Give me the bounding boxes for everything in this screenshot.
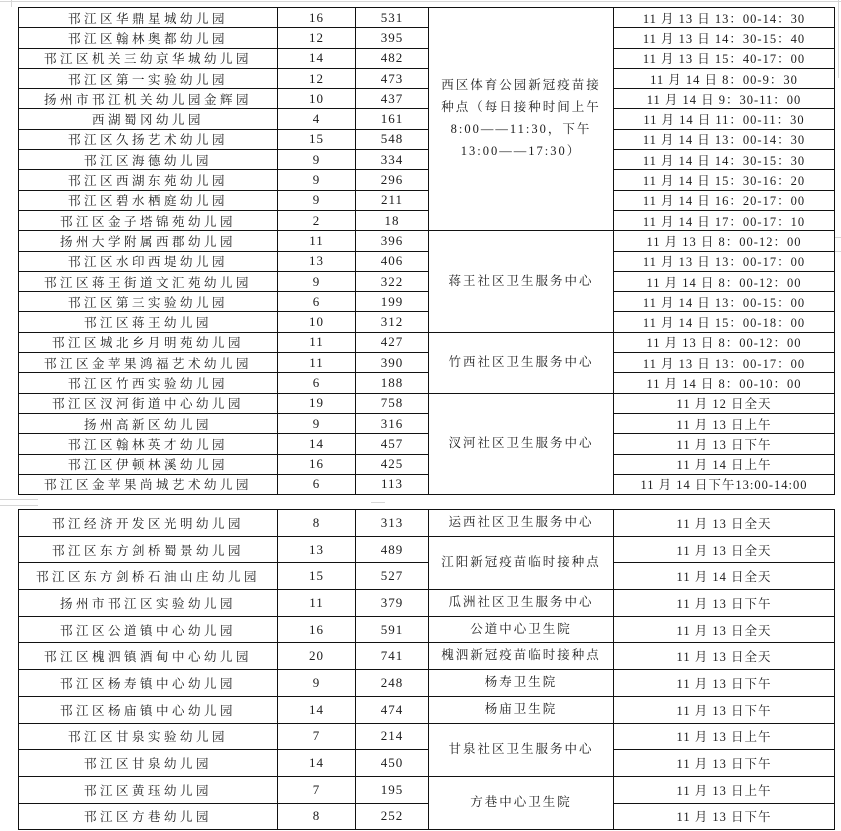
class-count-cell: 2: [278, 210, 356, 230]
time-slot-cell: 11 月 13 日 15：40-17：00: [614, 48, 835, 68]
kindergarten-name-cell: 邗江区东方剑桥石油山庄幼儿园: [19, 563, 278, 590]
table-row: [19, 454, 835, 474]
pagebreak-dash: [371, 502, 385, 503]
table-row: [19, 750, 835, 777]
vaccination-site-cell: 蒋王社区卫生服务中心: [429, 231, 614, 332]
vaccination-site-cell: 方巷中心卫生院: [429, 776, 614, 829]
child-count-cell: 457: [356, 434, 429, 454]
kindergarten-name-cell: 邗江区蒋王幼儿园: [19, 312, 278, 332]
table-row: [19, 292, 835, 312]
vaccination-site-cell: 杨寿卫生院: [429, 670, 614, 697]
child-count-cell: 482: [356, 48, 429, 68]
vaccination-site-cell: 公道中心卫生院: [429, 616, 614, 643]
child-count-cell: 113: [356, 474, 429, 494]
vaccination-site-cell: 江阳新冠疫苗临时接种点: [429, 536, 614, 589]
time-slot-cell: 11 月 14 日 15：00-18：00: [614, 312, 835, 332]
child-count-cell: 312: [356, 312, 429, 332]
child-count-cell: 161: [356, 109, 429, 129]
class-count-cell: 14: [278, 48, 356, 68]
child-count-cell: 406: [356, 251, 429, 271]
child-count-cell: 395: [356, 28, 429, 48]
pagebreak-line-1: [0, 499, 38, 500]
table-row: [19, 129, 835, 149]
class-count-cell: 6: [278, 474, 356, 494]
child-count-cell: 214: [356, 723, 429, 750]
class-count-cell: 10: [278, 312, 356, 332]
kindergarten-name-cell: 邗江区东方剑桥蜀景幼儿园: [19, 536, 278, 563]
vaccination-site-cell: 西区体育公园新冠疫苗接种点（每日接种时间上午8:00——11:30，下午 13:00——17:30）: [429, 8, 614, 231]
class-count-cell: 11: [278, 332, 356, 352]
time-slot-cell: 11 月 14 日 8：00-12：00: [614, 271, 835, 291]
time-slot-cell: 11 月 13 日下午: [614, 803, 835, 830]
time-slot-cell: 11 月 13 日下午: [614, 750, 835, 777]
child-count-cell: 248: [356, 670, 429, 697]
child-count-cell: 322: [356, 271, 429, 291]
kindergarten-name-cell: 邗江区伊顿林溪幼儿园: [19, 454, 278, 474]
kindergarten-name-cell: 邗江区翰林奥都幼儿园: [19, 28, 278, 48]
time-slot-cell: 11 月 14 日 8：00-9：30: [614, 68, 835, 88]
table-row: [19, 68, 835, 88]
pagebreak-line-2: [0, 505, 38, 506]
child-count-cell: 548: [356, 129, 429, 149]
table-row: [19, 48, 835, 68]
child-count-cell: 18: [356, 210, 429, 230]
table-row: [19, 210, 835, 230]
kindergarten-name-cell: 邗江区金苹果鸿福艺术幼儿园: [19, 353, 278, 373]
class-count-cell: 7: [278, 776, 356, 803]
table-row: [19, 536, 835, 563]
vaccination-site-cell: 竹西社区卫生服务中心: [429, 332, 614, 393]
table-row: [19, 723, 835, 750]
class-count-cell: 20: [278, 643, 356, 670]
time-slot-cell: 11 月 13 日全天: [614, 536, 835, 563]
kindergarten-name-cell: 邗江区杨庙镇中心幼儿园: [19, 696, 278, 723]
table-row: [19, 271, 835, 291]
time-slot-cell: 11 月 14 日上午: [614, 454, 835, 474]
class-count-cell: 12: [278, 28, 356, 48]
table-row: [19, 510, 835, 537]
table-body-upper: [19, 8, 835, 495]
time-slot-cell: 11 月 14 日 11：00-11：30: [614, 109, 835, 129]
vaccination-schedule-table-lower: [18, 509, 835, 830]
time-slot-cell: 11 月 13 日全天: [614, 643, 835, 670]
kindergarten-name-cell: 邗江区汊河街道中心幼儿园: [19, 393, 278, 413]
table-row: [19, 590, 835, 617]
child-count-cell: 396: [356, 231, 429, 251]
table-row: [19, 353, 835, 373]
table-row: [19, 231, 835, 251]
kindergarten-name-cell: 邗江区城北乡月明苑幼儿园: [19, 332, 278, 352]
class-count-cell: 16: [278, 8, 356, 28]
kindergarten-name-cell: 邗江区第三实验幼儿园: [19, 292, 278, 312]
kindergarten-name-cell: 西湖蜀冈幼儿园: [19, 109, 278, 129]
time-slot-cell: 11 月 14 日 8：00-10：00: [614, 373, 835, 393]
table-row: [19, 150, 835, 170]
vaccination-site-cell: 杨庙卫生院: [429, 696, 614, 723]
table-row: [19, 312, 835, 332]
child-count-cell: 474: [356, 696, 429, 723]
time-slot-cell: 11 月 14 日下午13:00-14:00: [614, 474, 835, 494]
table-row: [19, 28, 835, 48]
kindergarten-name-cell: 邗江区槐泗镇酒甸中心幼儿园: [19, 643, 278, 670]
right-edge-gridline: [838, 0, 839, 78]
time-slot-cell: 11 月 12 日全天: [614, 393, 835, 413]
table-row: [19, 89, 835, 109]
time-slot-cell: 11 月 14 日 13：00-15：00: [614, 292, 835, 312]
class-count-cell: 9: [278, 170, 356, 190]
child-count-cell: 741: [356, 643, 429, 670]
kindergarten-name-cell: 扬州市邗江区实验幼儿园: [19, 590, 278, 617]
class-count-cell: 16: [278, 616, 356, 643]
time-slot-cell: 11 月 13 日全天: [614, 616, 835, 643]
time-slot-cell: 11 月 14 日 17：00-17：10: [614, 210, 835, 230]
child-count-cell: 531: [356, 8, 429, 28]
table-body-lower: [19, 510, 835, 830]
class-count-cell: 9: [278, 413, 356, 433]
kindergarten-name-cell: 邗江区方巷幼儿园: [19, 803, 278, 830]
right-tick-2: [834, 251, 841, 252]
child-count-cell: 527: [356, 563, 429, 590]
child-count-cell: 437: [356, 89, 429, 109]
kindergarten-name-cell: 邗江区甘泉实验幼儿园: [19, 723, 278, 750]
class-count-cell: 7: [278, 723, 356, 750]
vaccination-site-cell: 瓜洲社区卫生服务中心: [429, 590, 614, 617]
class-count-cell: 15: [278, 129, 356, 149]
time-slot-cell: 11 月 14 日 9：30-11：00: [614, 89, 835, 109]
table-row: [19, 8, 835, 28]
child-count-cell: 296: [356, 170, 429, 190]
table-row: [19, 332, 835, 352]
kindergarten-name-cell: 邗江区蒋王街道文汇苑幼儿园: [19, 271, 278, 291]
child-count-cell: 473: [356, 68, 429, 88]
class-count-cell: 14: [278, 434, 356, 454]
kindergarten-name-cell: 邗江区金苹果尚城艺术幼儿园: [19, 474, 278, 494]
table-row: [19, 803, 835, 830]
kindergarten-name-cell: 邗江区竹西实验幼儿园: [19, 373, 278, 393]
kindergarten-name-cell: 邗江区杨寿镇中心幼儿园: [19, 670, 278, 697]
table-row: [19, 170, 835, 190]
table-row: [19, 109, 835, 129]
kindergarten-name-cell: 扬州高新区幼儿园: [19, 413, 278, 433]
class-count-cell: 11: [278, 231, 356, 251]
time-slot-cell: 11 月 14 日 14：30-15：30: [614, 150, 835, 170]
time-slot-cell: 11 月 14 日 16：20-17：00: [614, 190, 835, 210]
class-count-cell: 11: [278, 590, 356, 617]
kindergarten-name-cell: 邗江区西湖东苑幼儿园: [19, 170, 278, 190]
time-slot-cell: 11 月 13 日全天: [614, 510, 835, 537]
child-count-cell: 758: [356, 393, 429, 413]
time-slot-cell: 11 月 13 日上午: [614, 723, 835, 750]
class-count-cell: 9: [278, 271, 356, 291]
child-count-cell: 313: [356, 510, 429, 537]
time-slot-cell: 11 月 14 日 15：30-16：20: [614, 170, 835, 190]
kindergarten-name-cell: 邗江区金子塔锦苑幼儿园: [19, 210, 278, 230]
kindergarten-name-cell: 邗江区久扬艺术幼儿园: [19, 129, 278, 149]
table-row: [19, 413, 835, 433]
child-count-cell: 188: [356, 373, 429, 393]
class-count-cell: 13: [278, 536, 356, 563]
class-count-cell: 12: [278, 68, 356, 88]
child-count-cell: 489: [356, 536, 429, 563]
class-count-cell: 16: [278, 454, 356, 474]
vaccination-schedule-table-upper: [18, 7, 835, 495]
table-row: [19, 393, 835, 413]
table-row: [19, 563, 835, 590]
table-row: [19, 643, 835, 670]
time-slot-cell: 11 月 13 日下午: [614, 696, 835, 723]
class-count-cell: 9: [278, 190, 356, 210]
right-tick-1: [834, 237, 841, 238]
time-slot-cell: 11 月 13 日 13：00-17：00: [614, 353, 835, 373]
child-count-cell: 199: [356, 292, 429, 312]
class-count-cell: 9: [278, 150, 356, 170]
class-count-cell: 14: [278, 696, 356, 723]
time-slot-cell: 11 月 13 日下午: [614, 434, 835, 454]
class-count-cell: 4: [278, 109, 356, 129]
time-slot-cell: 11 月 13 日上午: [614, 776, 835, 803]
table-row: [19, 190, 835, 210]
child-count-cell: 379: [356, 590, 429, 617]
kindergarten-name-cell: 邗江区水印西堤幼儿园: [19, 251, 278, 271]
table-row: [19, 616, 835, 643]
table-row: [19, 251, 835, 271]
child-count-cell: 252: [356, 803, 429, 830]
class-count-cell: 6: [278, 373, 356, 393]
kindergarten-name-cell: 邗江区华鼎星城幼儿园: [19, 8, 278, 28]
child-count-cell: 450: [356, 750, 429, 777]
top-gridline: [0, 1, 841, 2]
table-row: [19, 373, 835, 393]
child-count-cell: 211: [356, 190, 429, 210]
child-count-cell: 427: [356, 332, 429, 352]
time-slot-cell: 11 月 13 日下午: [614, 670, 835, 697]
class-count-cell: 19: [278, 393, 356, 413]
child-count-cell: 334: [356, 150, 429, 170]
class-count-cell: 9: [278, 670, 356, 697]
child-count-cell: 316: [356, 413, 429, 433]
vaccination-site-cell: 甘泉社区卫生服务中心: [429, 723, 614, 776]
kindergarten-name-cell: 邗江区海德幼儿园: [19, 150, 278, 170]
kindergarten-name-cell: 扬州市邗江机关幼儿园金辉园: [19, 89, 278, 109]
time-slot-cell: 11 月 13 日 14：30-15：40: [614, 28, 835, 48]
time-slot-cell: 11 月 14 日 13：00-14：30: [614, 129, 835, 149]
time-slot-cell: 11 月 13 日下午: [614, 590, 835, 617]
kindergarten-name-cell: 邗江区机关三幼京华城幼儿园: [19, 48, 278, 68]
class-count-cell: 13: [278, 251, 356, 271]
class-count-cell: 10: [278, 89, 356, 109]
vaccination-site-cell: 运西社区卫生服务中心: [429, 510, 614, 537]
top-cell-tick: [11, 0, 12, 7]
class-count-cell: 14: [278, 750, 356, 777]
kindergarten-name-cell: 邗江区公道镇中心幼儿园: [19, 616, 278, 643]
kindergarten-name-cell: 邗江区碧水栖庭幼儿园: [19, 190, 278, 210]
kindergarten-name-cell: 邗江区翰林英才幼儿园: [19, 434, 278, 454]
time-slot-cell: 11 月 14 日全天: [614, 563, 835, 590]
child-count-cell: 195: [356, 776, 429, 803]
kindergarten-name-cell: 扬州大学附属西郡幼儿园: [19, 231, 278, 251]
table-row: [19, 776, 835, 803]
vaccination-site-cell: 槐泗新冠疫苗临时接种点: [429, 643, 614, 670]
table-row: [19, 696, 835, 723]
time-slot-cell: 11 月 13 日上午: [614, 413, 835, 433]
class-count-cell: 8: [278, 510, 356, 537]
child-count-cell: 591: [356, 616, 429, 643]
table-row: [19, 670, 835, 697]
time-slot-cell: 11 月 13 日 8：00-12：00: [614, 332, 835, 352]
class-count-cell: 11: [278, 353, 356, 373]
kindergarten-name-cell: 邗江区第一实验幼儿园: [19, 68, 278, 88]
kindergarten-name-cell: 邗江区黄珏幼儿园: [19, 776, 278, 803]
class-count-cell: 15: [278, 563, 356, 590]
vaccination-site-cell: 汊河社区卫生服务中心: [429, 393, 614, 494]
time-slot-cell: 11 月 13 日 13：00-14：30: [614, 8, 835, 28]
class-count-cell: 8: [278, 803, 356, 830]
table-row: [19, 434, 835, 454]
child-count-cell: 425: [356, 454, 429, 474]
child-count-cell: 390: [356, 353, 429, 373]
kindergarten-name-cell: 邗江经济开发区光明幼儿园: [19, 510, 278, 537]
class-count-cell: 6: [278, 292, 356, 312]
kindergarten-name-cell: 邗江区甘泉幼儿园: [19, 750, 278, 777]
time-slot-cell: 11 月 13 日 13：00-17：00: [614, 251, 835, 271]
table-row: [19, 474, 835, 494]
time-slot-cell: 11 月 13 日 8：00-12：00: [614, 231, 835, 251]
